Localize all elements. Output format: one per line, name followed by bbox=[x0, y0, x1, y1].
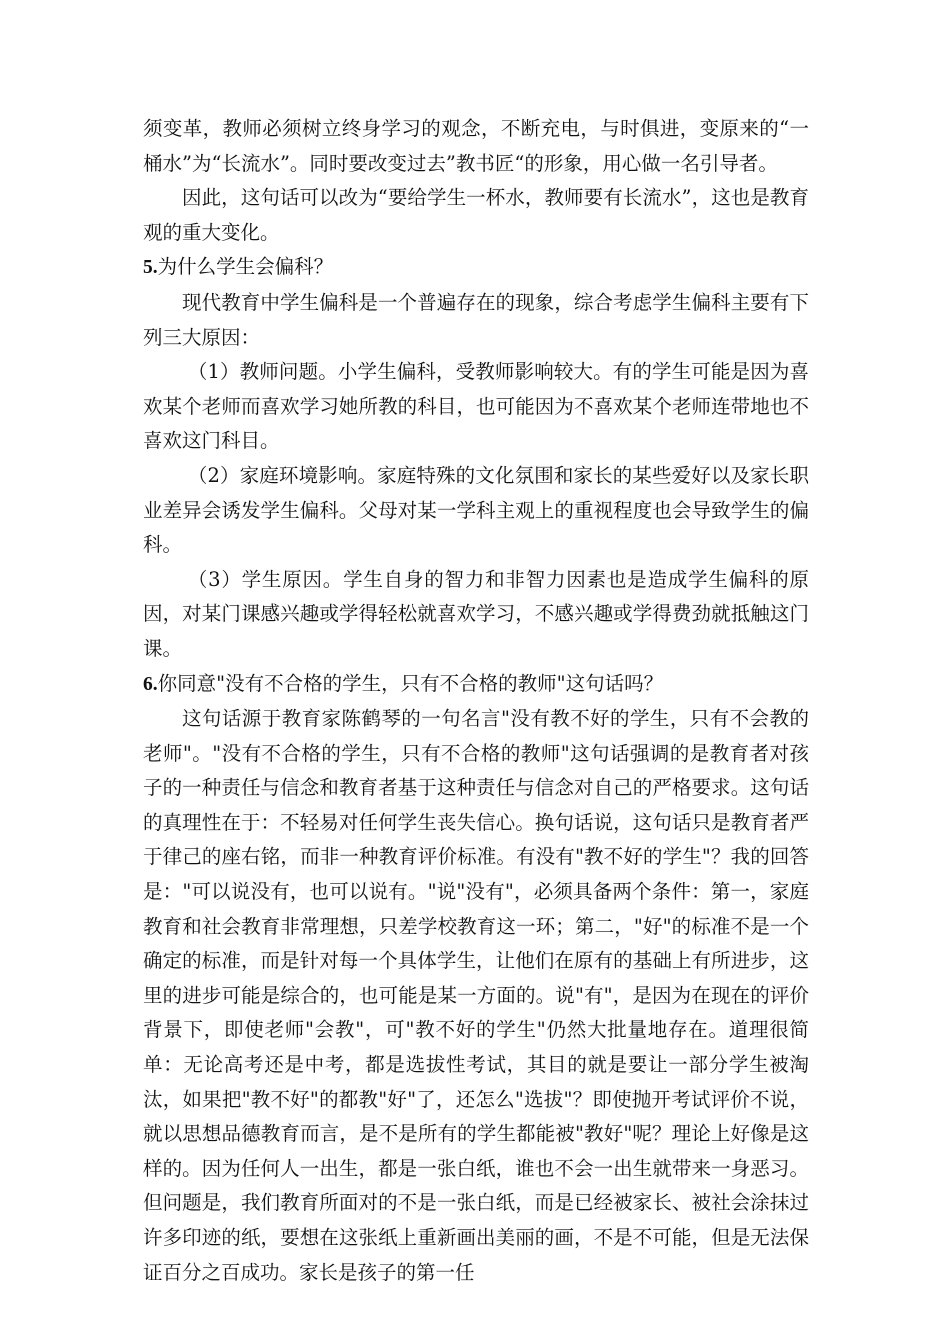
section-5-item-1: （1）教师问题。小学生偏科，受教师影响较大。有的学生可能是因为喜欢某个老师而喜欢学习她所教的科目，也可能因为不喜欢某个老师连带地也不喜欢这门科目。 bbox=[143, 360, 809, 453]
section-5-title: 为什么学生会偏科？ bbox=[157, 255, 334, 279]
section-6-number: 6. bbox=[143, 673, 158, 695]
section-6-heading bbox=[143, 667, 809, 703]
document-page bbox=[143, 112, 809, 1290]
section-5-item-2: （2）家庭环境影响。家庭特殊的文化氛围和家长的某些爱好以及家长职业差异会诱发学生偏科。父母对某一学科主观上的重视程度也会导致学生的偏科。 bbox=[143, 463, 809, 557]
paragraph-continued: 须变革，教师必须树立终身学习的观念，不断充电，与时俱进，变原来的“一桶水”为“长流水”。同时要改变过去”教书匠“的形象，用心做一名引导者。 bbox=[143, 117, 809, 175]
section-5-heading bbox=[143, 250, 809, 286]
paragraph-conclusion: 因此，这句话可以改为“要给学生一杯水，教师要有长流水”，这也是教育观的重大变化。 bbox=[143, 186, 809, 244]
section-5-item-3: （3）学生原因。学生自身的智力和非智力因素也是造成学生偏科的原因，对某门课感兴趣或学得轻松就喜欢学习，不感兴趣或学得费劲就抵触这门课。 bbox=[143, 567, 809, 660]
section-6-body: 这句话源于教育家陈鹤琴的一句名言"没有教不好的学生，只有不会教的老师"。"没有不合格的学生，只有不合格的教师"这句话强调的是教育者对孩子的一种责任与信念和教育者基于这种责任与信念对自己的严格要求。这句话的真理性在于：不轻易对任何学生丧失信心。换句话说，这句话只是教育者严于律己的座右铭，而非一种教育评价标准。有没有"教不好的学生"？我的回答是："可以说没有，也可以说有。"说"没有"，必须具备两个条件：第一，家庭教育和社会教育非常理想，只差学校教育这一环；第二，"好"的标准不是一个确定的标准，而是针对每一个具体学生，让他们在原有的基础上有所进步，这里的进步可能是综合的，也可能是某一方面的。说"有"，是因为在现在的评价背景下，即使老师"会教"，可"教不好的学生"仍然大批量地存在。道理很简单：无论高考还是中考，都是选拔性考试，其目的就是要让一部分学生被淘汰，如果把"教不好"的都教"好"了，还怎么"选拔"？即使抛开考试评价不说，就以思想品德教育而言，是不是所有的学生都能被"教好"呢？理论上好像是这样的。因为任何人一出生，都是一张白纸，谁也不会一出生就带来一身恶习。但问题是，我们教育所面对的不是一张白纸，而是已经被家长、被社会涂抹过许多印迹的纸，要想在这张纸上重新画出美丽的画，不是不可能，但是无法保证百分之百成功。家长是孩子的第一任 bbox=[143, 707, 809, 1284]
section-6-title: 你同意"没有不合格的学生，只有不合格的教师"这句话吗？ bbox=[157, 671, 664, 695]
section-5-number: 5. bbox=[143, 257, 158, 279]
section-5-intro: 现代教育中学生偏科是一个普遍存在的现象，综合考虑学生偏科主要有下列三大原因： bbox=[143, 290, 809, 349]
